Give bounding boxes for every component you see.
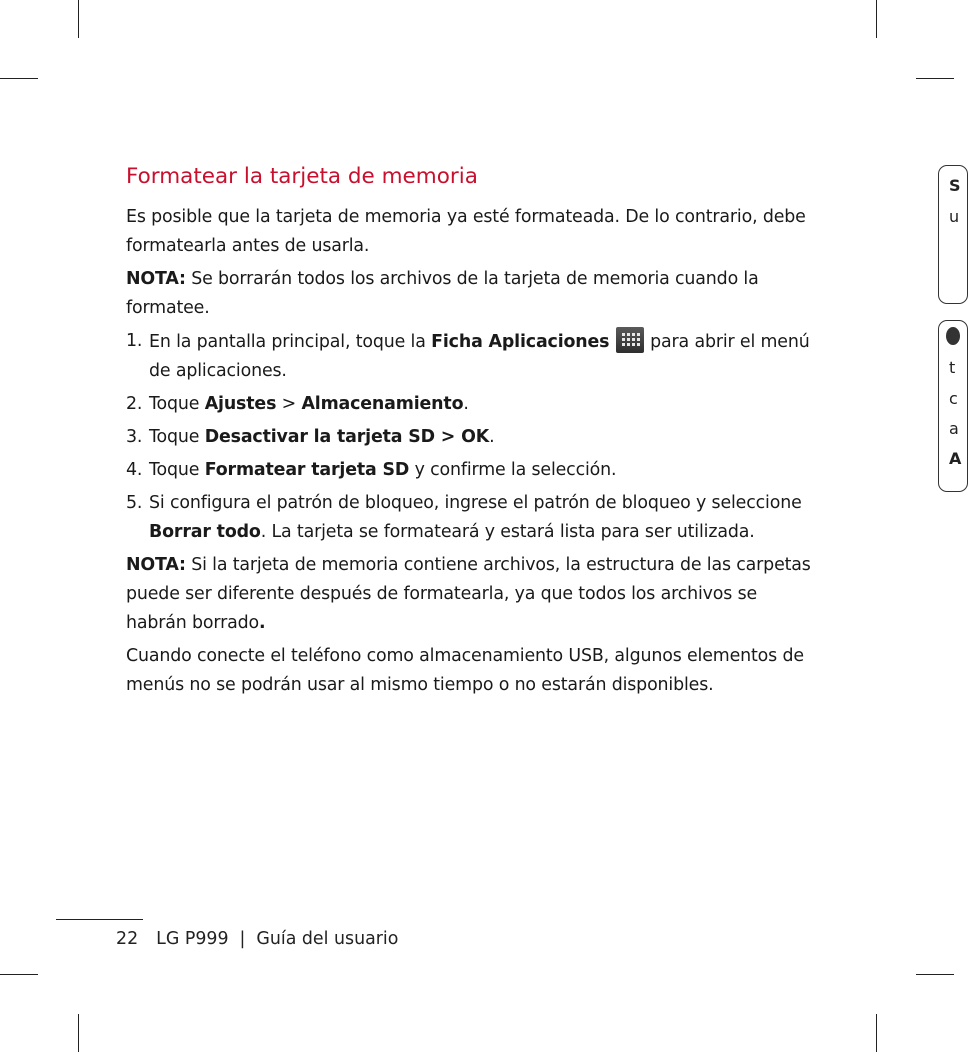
note-end: . [258,613,266,633]
note-label: NOTA: [126,269,186,289]
section-heading: Formatear la tarjeta de memoria [126,164,478,189]
note-text: Si la tarjeta de memoria contiene archivos, la estructura de las carpetas puede ser diferente después de formatearla, ya que todos los archivos se habrán borrado [126,555,811,633]
crop-mark [916,974,954,975]
apps-grid-icon [616,327,644,353]
step-item [126,327,816,386]
side-circle-icon [946,327,960,345]
note-label: NOTA: [126,555,186,575]
step-text: Toque [149,427,205,447]
note-text: Se borrarán todos los archivos de la tarjeta de memoria cuando la formatee. [126,269,759,318]
footer-rule [56,919,143,920]
crop-mark [0,78,38,79]
section-body [126,203,816,704]
step-text: En la pantalla principal, toque la [149,332,432,352]
footer-separator: | [239,929,246,949]
side-fragment: c [949,389,958,408]
step-number: 4. [126,460,143,480]
step-bold: Borrar todo [149,522,261,542]
side-fragment: A [949,449,962,468]
step-text: Si configura el patrón de bloqueo, ingrese el patrón de bloqueo y seleccione [149,493,802,513]
crop-mark [0,974,38,975]
step-bold: Desactivar la tarjeta SD > OK [204,427,490,447]
crop-mark [78,1014,79,1052]
step-text: . La tarjeta se formateará y estará lista para ser utilizada. [260,522,755,542]
step-number: 2. [126,394,143,414]
side-fragment: a [949,419,959,438]
steps-list [126,327,816,547]
step-text: > [276,394,302,414]
step-text: . [489,427,495,447]
step-text: Toque [149,394,205,414]
side-fragment: t [949,358,956,377]
page-footer [116,929,398,949]
note-paragraph [126,265,816,323]
step-text: Toque [149,460,205,480]
step-bold: Ficha Aplicaciones [431,332,610,352]
step-bold: Ajustes [204,394,277,414]
step-item [126,423,816,452]
side-fragment: u [949,207,960,226]
guide-title: Guía del usuario [256,929,399,949]
page-number: 22 [116,929,139,949]
note-paragraph [126,551,816,638]
crop-mark [78,0,79,38]
step-item [126,390,816,419]
step-number: 1. [126,331,143,351]
intro-paragraph: Es posible que la tarjeta de memoria ya esté formateada. De lo contrario, debe formatearla antes de usarla. [126,207,806,256]
step-text: y confirme la selección. [409,460,617,480]
product-name: LG P999 [156,929,229,949]
crop-mark [876,0,877,38]
step-bold: Almacenamiento [301,394,464,414]
crop-mark [916,78,954,79]
side-fragment: S [949,176,961,195]
step-text: para abrir el menú de aplicaciones. [149,332,810,381]
step-number: 3. [126,427,143,447]
step-item [126,489,816,547]
step-bold: Formatear tarjeta SD [204,460,410,480]
step-number: 5. [126,493,143,513]
crop-mark [876,1014,877,1052]
closing-paragraph: Cuando conecte el teléfono como almacenamiento USB, algunos elementos de menús no se podrán usar al mismo tiempo o no estarán disponibles. [126,646,804,695]
step-item [126,456,816,485]
step-text: . [463,394,469,414]
